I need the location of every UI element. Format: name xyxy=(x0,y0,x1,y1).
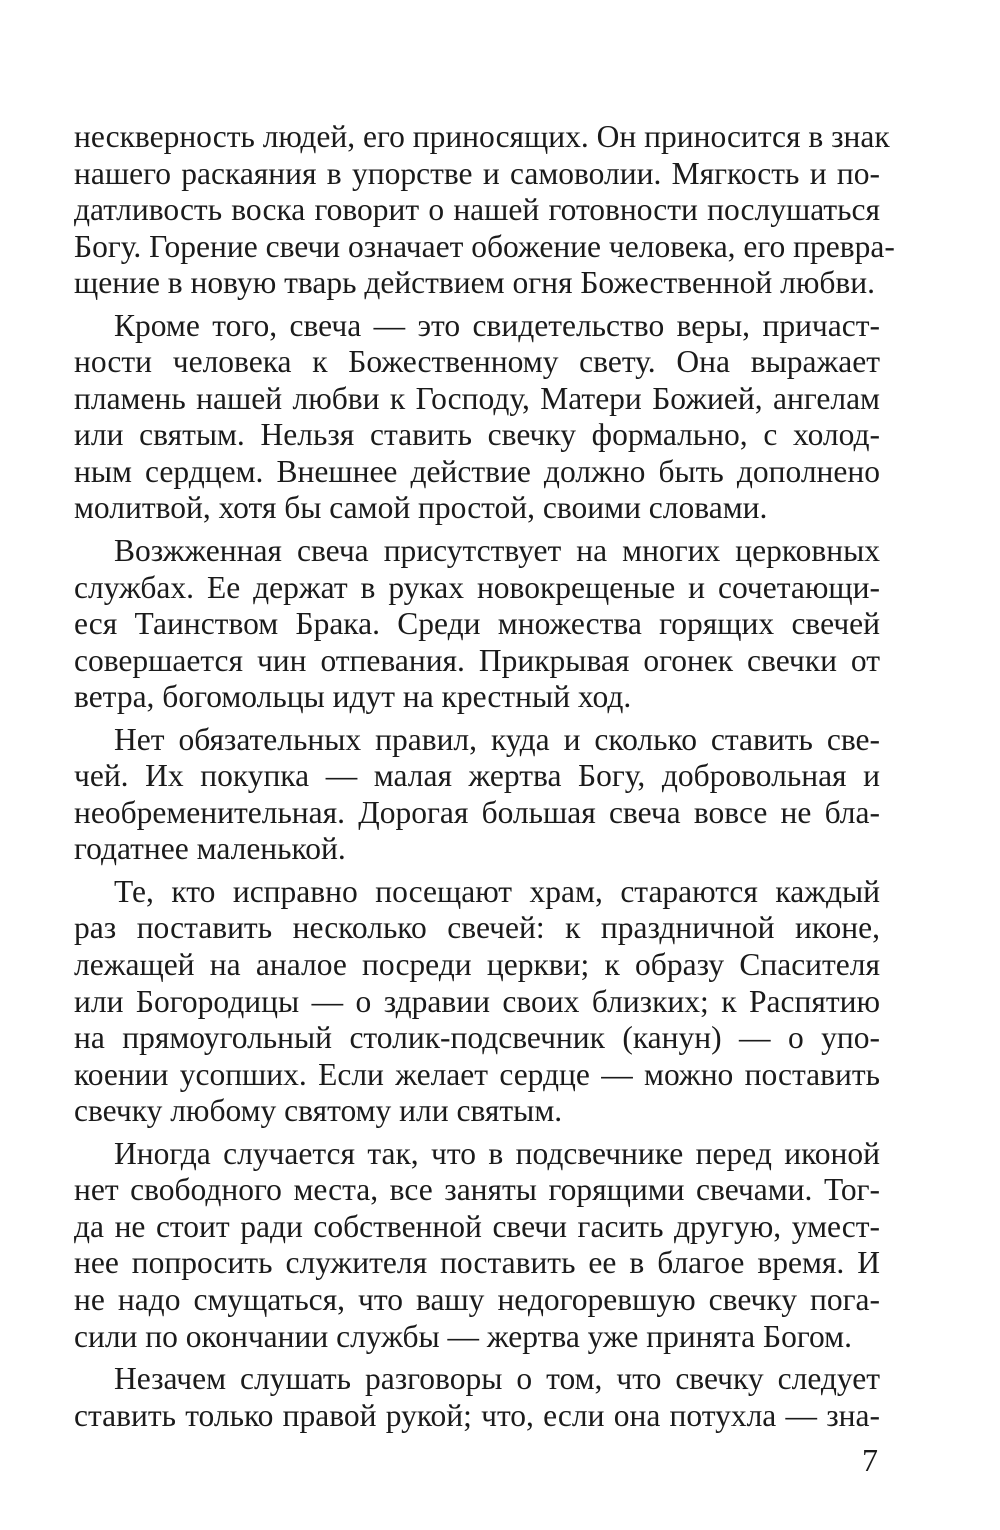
text-line: лежащей на аналое посреди церкви; к образу Спасителя xyxy=(74,947,880,983)
text-line: Иногда случается так, что в подсвечнике перед иконой xyxy=(114,1135,880,1171)
text-line: щение в новую тварь действием огня Божественной любви. xyxy=(74,265,876,301)
text-line: Возжженная свеча присутствует на многих церковных xyxy=(114,533,880,569)
paragraph xyxy=(74,1361,880,1434)
text-line: ставить только правой рукой; что, если она потухла — зна- xyxy=(74,1397,880,1433)
text-line: сили по окончании службы — жертва уже принята Богом. xyxy=(74,1318,852,1354)
paragraph xyxy=(74,308,880,527)
text-line: ветра, богомольцы идут на крестный ход. xyxy=(74,679,632,715)
paragraph xyxy=(74,533,880,716)
text-line: или Богородицы — о здравии своих близких; к Распятию xyxy=(74,983,880,1019)
text-line: коении усопших. Если желает сердце — можно поставить xyxy=(74,1056,880,1092)
text-line: молитвой, хотя бы самой простой, своими словами. xyxy=(74,490,768,526)
text-line: свечку любому святому или святым. xyxy=(74,1093,563,1129)
text-line: ности человека к Божественному свету. Она выражает xyxy=(74,344,880,380)
paragraph xyxy=(74,722,880,868)
text-line: не надо смущаться, что вашу недогоревшую свечку пога- xyxy=(74,1281,880,1317)
text-line: Богу. Горение свечи означает обожение человека, его превра- xyxy=(74,228,895,264)
text-line: нескверность людей, его приносящих. Он приносится в знак xyxy=(74,119,890,154)
text-line: раз поставить несколько свечей: к праздничной иконе, xyxy=(74,910,880,946)
text-line: необременительная. Дорогая большая свеча вовсе не бла- xyxy=(74,794,880,830)
text-line: да не стоит ради собственной свечи гасить другую, умест- xyxy=(74,1208,880,1244)
text-line: или святым. Нельзя ставить свечку формально, с холод- xyxy=(74,417,880,453)
paragraph xyxy=(74,874,880,1130)
body-text xyxy=(74,119,895,1434)
page-number: 7 xyxy=(862,1442,878,1478)
text-line: Кроме того, свеча — это свидетельство веры, причаст- xyxy=(114,307,880,343)
text-line: ным сердцем. Внешнее действие должно быть дополнено xyxy=(74,453,880,489)
text-line: чей. Их покупка — малая жертва Богу, добровольная и xyxy=(74,758,880,794)
text-line: нашего раскаяния в упорстве и самоволии. Мягкость и по- xyxy=(74,155,880,191)
text-line: пламень нашей любви к Господу, Матери Божией, ангелам xyxy=(74,380,880,416)
text-line: на прямоугольный столик-подсвечник (канун) — о упо- xyxy=(74,1020,880,1056)
text-line: службах. Ее держат в руках новокрещеные и сочетающи- xyxy=(74,569,880,605)
text-line: нет свободного места, все заняты горящими свечами. Тог- xyxy=(74,1172,880,1208)
text-line: еся Таинством Брака. Среди множества горящих свечей xyxy=(74,606,880,642)
text-line: годатнее маленькой. xyxy=(74,831,346,867)
text-line: нее попросить служителя поставить ее в благое время. И xyxy=(74,1245,880,1281)
text-line: совершается чин отпевания. Прикрывая огонек свечки от xyxy=(74,642,880,678)
text-line: Те, кто исправно посещают храм, стараются каждый xyxy=(114,873,880,909)
text-line: Нет обязательных правил, куда и сколько ставить све- xyxy=(114,721,880,757)
paragraph xyxy=(74,1136,880,1355)
text-line: Незачем слушать разговоры о том, что свечку следует xyxy=(114,1361,880,1397)
paragraph xyxy=(74,119,895,302)
text-line: датливость воска говорит о нашей готовности послушаться xyxy=(74,192,880,228)
